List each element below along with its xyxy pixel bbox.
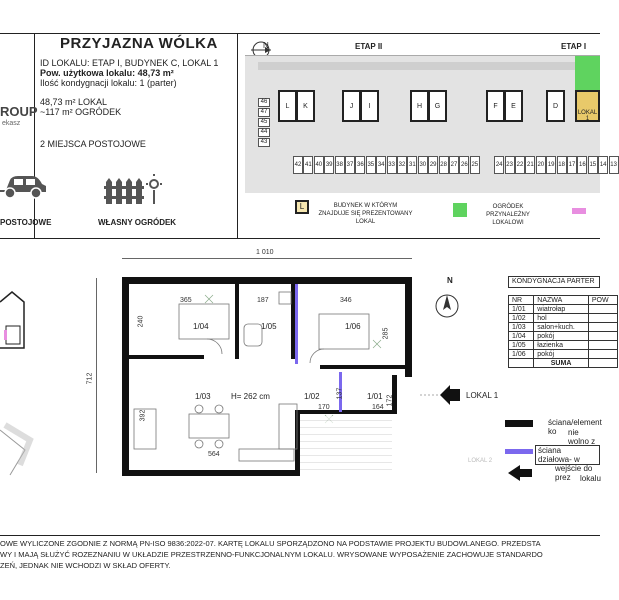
legend-garden-text: OGRÓDEK PRZYNALEŻNY LOKALOWI [486,204,530,226]
brand-name: ROUP [0,104,38,119]
table-cell-nr: 1/03 [509,323,534,332]
room-02-dim: 170 [318,404,330,411]
room-03-label: 1/03 [195,392,211,401]
parking-space: 19 [546,156,556,174]
site-building[interactable]: G [428,90,447,122]
stage2-label: ETAP II [355,42,383,51]
table-sum-value [588,359,617,368]
parking-space: 29 [428,156,438,174]
table-row [509,341,618,350]
entrance-arrow-icon [420,385,460,405]
parking-space: 32 [397,156,407,174]
site-north-label: N [263,41,269,50]
table-cell-area [588,332,617,341]
site-building[interactable]: H [410,90,429,122]
table-cell-area [588,323,617,332]
brand-sub: ekasz [2,120,21,127]
entrance-label: LOKAL 1 [466,391,499,400]
parking-space: 31 [407,156,417,174]
legend-wall-swatch [505,420,533,427]
parking-space: 40 [314,156,324,174]
parking-space: 20 [536,156,546,174]
table-row [509,305,618,314]
legend-partition-text: ściana działowa- w [535,445,600,465]
parking-space: 14 [598,156,608,174]
location-sketch [0,420,40,480]
table-header-nr: NR [509,296,534,305]
footer-line-1: OWE WYLICZONE ZGODNIE Z NORMĄ PN-ISO 9836:2022-07. KARTĘ LOKALU SPORZĄDZONO NA PODSTAWIE PROJEKTU BUDOWLANEGO. PRZEDSTA [0,539,541,548]
parking-space: 39 [324,156,334,174]
selected-garden [575,56,600,92]
room-06-label: 1/06 [345,322,361,331]
legend-building-swatch [295,200,309,214]
site-road [258,62,600,70]
table-row [509,323,618,332]
room-06-dim: 346 [340,297,352,304]
parking-space: 28 [439,156,449,174]
legend-entrance-text: wejście do prez [555,464,593,482]
garden-area: ~117 m² OGRÓDEK [40,107,122,117]
lokal2-label: LOKAL 2 [468,458,493,464]
room-02-label: 1/02 [304,392,320,401]
table-cell-name: łazienka [534,341,589,350]
side-dim-172: 172 [386,394,394,407]
table-row [509,350,618,359]
parking-space: 15 [588,156,598,174]
room-05-label: 1/05 [261,322,277,331]
table-cell-area [588,350,617,359]
parking-space: 18 [557,156,567,174]
side-dim-285: 285 [382,327,390,340]
table-header-row [509,296,618,305]
side-dim-240: 240 [137,315,145,328]
table-cell-area [588,305,617,314]
parking-space: 46 [258,98,270,107]
table-cell-area [588,341,617,350]
table-row [509,332,618,341]
site-building[interactable]: E [504,90,523,122]
wall-right-upper [405,277,412,377]
feature-garden-label: WŁASNY OGRÓDEK [98,218,177,227]
parking-space: 38 [335,156,345,174]
section-drawing [0,290,30,350]
parking-info: 2 MIEJSCA POSTOJOWE [40,139,146,149]
selected-lot-label: LOKAL 1 [577,110,598,122]
rooms-table [508,295,618,368]
plan-north-icon [432,282,462,322]
plan-north-label: N [447,276,453,285]
parking-space: 41 [303,156,313,174]
room-01-label: 1/01 [367,392,383,401]
room-04-dim: 365 [180,297,192,304]
wall-bottom [122,470,299,476]
legend-entrance-arrow-icon [508,465,532,481]
table-cell-nr: 1/05 [509,341,534,350]
legend-partition-swatch [505,449,533,454]
parking-space: 21 [525,156,535,174]
id-line: ID LOKALU: ETAP I, BUDYNEK C, LOKAL 1 [40,58,219,68]
parking-space: 13 [609,156,619,174]
table-cell-name: hol [534,314,589,323]
legend-wall-text: ściana/element ko [548,418,602,436]
parking-space: 25 [470,156,480,174]
parking-space: 17 [567,156,577,174]
parking-space: 36 [355,156,365,174]
overall-height: 712 [86,372,94,385]
lokal-area: 48,73 m² LOKAL [40,97,108,107]
table-sum-blank [509,359,534,368]
site-building[interactable]: J [342,90,361,122]
height-dim-line [96,278,97,473]
site-building[interactable]: L [278,90,297,122]
feature-parking-label: POSTOJOWE [0,218,52,227]
table-cell-name: wiatrołap [534,305,589,314]
legend-building-text: BUDYNEK W KTÓRYM ZNAJDUJE SIĘ PREZENTOWANY LOKAL [318,203,413,225]
legend-pink-swatch [572,208,586,214]
overall-width: 1 010 [256,249,274,256]
parking-space: 43 [258,138,270,147]
garden-fence-icon [104,174,164,206]
table-cell-name: pokój [534,332,589,341]
area-line: Pow. użytkowa lokalu: 48,73 m² [40,68,174,78]
width-dim-line [122,258,412,259]
parking-space: 45 [258,118,270,127]
mid-divider [0,238,600,239]
neighbour-lokal-area [300,416,392,476]
table-row [509,314,618,323]
parking-space: 33 [387,156,397,174]
parking-space: 24 [494,156,504,174]
table-cell-nr: 1/01 [509,305,534,314]
table-header-name: NAZWA [534,296,589,305]
parking-space: 16 [577,156,587,174]
table-header-area: POW [588,296,617,305]
legend-garden-swatch [453,203,467,217]
site-building[interactable]: K [296,90,315,122]
room-05-dim: 187 [257,297,269,304]
table-cell-nr: 1/02 [509,314,534,323]
parking-space: 42 [293,156,303,174]
table-cell-nr: 1/04 [509,332,534,341]
legend-building-key: L [299,202,305,211]
footer-disclaimer [0,538,600,571]
legend-entrance-text2: lokalu [580,474,601,483]
header-divider [0,33,600,34]
table-sum-label: SUMA [534,359,589,368]
wall-left [122,277,129,475]
page-title: PRZYJAZNA WÓLKA [60,35,218,52]
table-cell-name: pokój [534,350,589,359]
parking-space: 23 [505,156,515,174]
footer-line-3: ZEŃ, JEDNAK NIE WCHODZI W SKŁAD OFERTY. [0,561,171,570]
parking-space: 35 [366,156,376,174]
site-building[interactable]: D [546,90,565,122]
parking-space: 22 [515,156,525,174]
legend-wall-text2: nie wolno z [568,428,596,446]
parking-space: 26 [459,156,469,174]
table-cell-nr: 1/06 [509,350,534,359]
side-dim-137: 137 [336,387,344,400]
parking-space: 27 [449,156,459,174]
parking-space: 37 [345,156,355,174]
room-01-dim: 164 [372,404,384,411]
left-divider [34,33,35,238]
table-title: KONDYGNACJA PARTER [508,276,600,288]
parking-space: 30 [418,156,428,174]
footer-line-2: WY I MAJĄ SŁUŻYĆ ROZEZNANIU W UKŁADZIE PRZESTRZENNO-FUNKCJONALNYM LOKALU. WRYSOWANE WYPOSAŻENIE ZACHOWUJE STANDARDO [0,550,543,559]
footer-divider [0,535,600,536]
site-building[interactable]: I [360,90,379,122]
table-cell-name: salon+kuch. [534,323,589,332]
ceiling-height: H= 262 cm [231,392,270,401]
parking-space: 44 [258,128,270,137]
selected-lot[interactable] [575,90,600,122]
car-icon [0,170,48,200]
stage1-label: ETAP I [561,42,587,51]
table-cell-area [588,314,617,323]
site-building[interactable]: F [486,90,505,122]
parking-space: 34 [376,156,386,174]
floors-line: Ilość kondygnacji lokalu: 1 (parter) [40,78,177,88]
room-03-dim: 564 [208,451,220,458]
parking-space: 47 [258,108,270,117]
table-sum-row [509,359,618,368]
side-dim-392: 392 [139,409,147,422]
info-divider [237,33,238,238]
wall-top [122,277,412,284]
room-04-label: 1/04 [193,322,209,331]
